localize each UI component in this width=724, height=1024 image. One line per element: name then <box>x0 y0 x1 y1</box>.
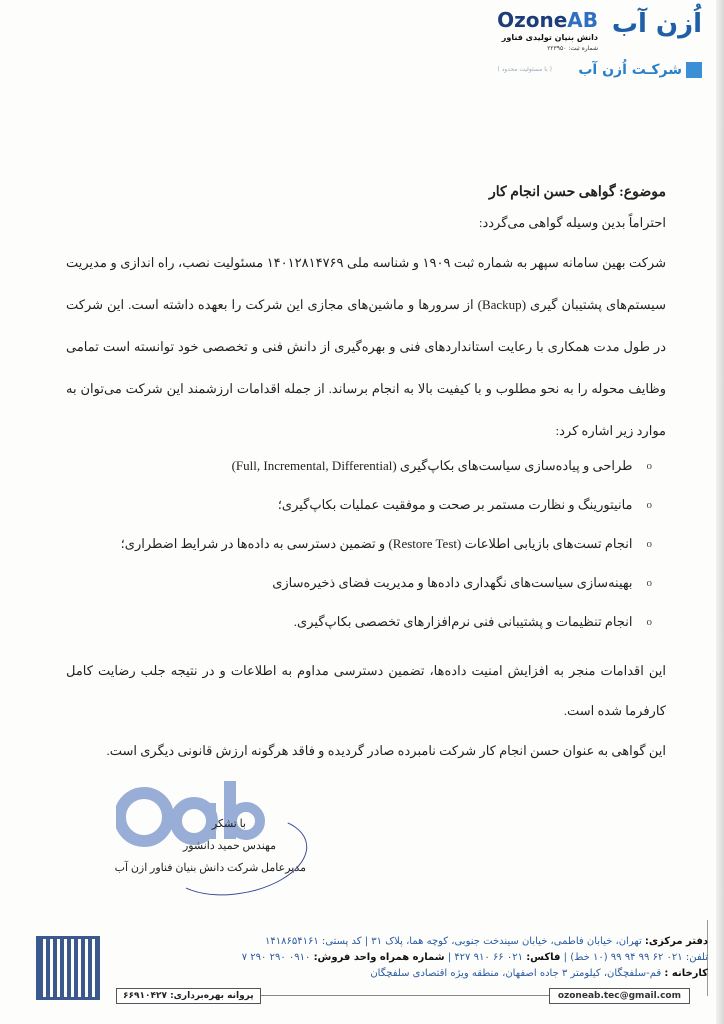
bullet-icon: o <box>646 499 652 511</box>
logo-ozone: Ozone <box>497 8 568 32</box>
list-item-text: انجام تنظیمات و پشتیبانی فنی نرم‌افزارهای تخصصی بکاپ‌گیری. <box>293 614 633 629</box>
logo-persian: اُزن آب <box>611 9 702 39</box>
factory-address: قم-سلفچگان، کیلومتر ۳ جاده اصفهان، منطقه ویژه اقتصادی سلفچگان <box>370 968 662 979</box>
office-label: دفتر مرکزی: <box>644 936 708 947</box>
list-item <box>66 612 652 632</box>
brand-bar <box>686 62 702 78</box>
fax-label: فاکس: <box>526 952 561 963</box>
list-item-text: طراحی و پیاده‌سازی سیاست‌های بکاپ‌گیری (Full, Incremental, Differential) <box>231 458 633 473</box>
email-link[interactable]: ozoneab.tec@gmail.com <box>549 988 690 1004</box>
letter-subject: موضوع: گواهی حسن انجام کار <box>489 185 666 200</box>
list-item <box>66 456 652 476</box>
signature-block <box>66 813 306 879</box>
page-edge <box>716 0 724 1024</box>
factory-label: کارخانه : <box>664 968 708 979</box>
bullet-icon: o <box>646 616 652 628</box>
list-item <box>66 534 652 554</box>
achievements-list <box>66 456 666 632</box>
letterhead <box>442 8 702 82</box>
list-item-text: مانیتورینگ و نظارت مستمر بر صحت و موفقیت عملیات بکاپ‌گیری؛ <box>277 497 633 512</box>
list-item-text: بهینه‌سازی سیاست‌های نگهداری داده‌ها و مدیریت فضای ذخیره‌سازی <box>272 575 633 590</box>
phone-label: تلفن: <box>685 952 708 963</box>
signature-area <box>66 777 666 897</box>
main-paragraph: شرکت بهین سامانه سپهر به شماره ثبت ۱۹۰۹ و شناسه ملی ۱۴۰۱۲۸۱۴۷۶۹ مسئولیت نصب، راه اندازی و مدیریت سیستم‌های پشتیبان گیری (Backup) از سرورها و ماشین‌های مجازی این شرکت را بعهده داشته است. این شرکت در طول مدت همکاری با رعایت استانداردهای فنی و بهره‌گیری از دانش فنی و تخصصی خود توانسته است تمامی وظایف محوله را به نحو مطلوب و با کیفیت بالا به انجام برساند. از جمله اقدامات ارزشمند این شرکت می‌توان به موارد زیر اشاره کرد: <box>66 255 667 438</box>
bullet-icon: o <box>646 538 652 550</box>
list-item <box>66 495 652 515</box>
bullet-icon: o <box>646 577 652 589</box>
greeting: احتراماً بدین وسیله گواهی می‌گردد: <box>478 215 666 230</box>
final-statement: این گواهی به عنوان حسن انجام کار شرکت نامبرده صادر گردیده و فاقد هرگونه ارزش قانونی دیگری است. <box>106 743 666 758</box>
company-name: شرکـت اُزن آب <box>578 62 682 78</box>
footer-address <box>108 934 708 982</box>
office-address: تهران، خیابان فاطمی، خیابان سیندخت جنوبی، کوچه هما، پلاک ۳۱ | کد پستی: ۱۴۱۸۶۵۴۱۶۱ <box>265 936 642 947</box>
footer <box>36 930 708 1010</box>
footer-divider <box>226 995 558 996</box>
letter-body <box>66 184 666 897</box>
signer-title: مدیرعامل شرکت دانش بنیان فناور ازن آب <box>114 862 306 874</box>
regards: با تشکر <box>211 818 246 830</box>
sales-phone: ۰۹۱۰ ۲۹۰ ۲۹۰ ۷ <box>241 952 311 963</box>
closing-paragraph: این اقدامات منجر به افزایش امنیت داده‌ها، تضمین دسترسی مداوم به اطلاعات و در نتیجه جلب رضایت کامل کارفرما شده است. <box>66 663 666 718</box>
phone: ۰۲۱ ۶۲ ۹۹ ۹۴ ۹۹ (۱۰ خط) | <box>563 952 683 963</box>
registration-number: شماره ثبت: ۲۲۳۹۵۰ <box>547 45 598 52</box>
logo-english <box>497 8 598 32</box>
company-slogan: ( با مسئولیت محدود ) <box>497 66 552 73</box>
logo-ab: AB <box>567 8 598 32</box>
signer-name: مهندس حمید دانشور <box>182 840 276 852</box>
sales-label: شماره همراه واحد فروش: <box>313 952 445 963</box>
fax: ۰۲۱ ۶۶ ۹۱۰ ۴۲۷ | <box>447 952 523 963</box>
license-number: پروانه بهره‌برداری: ۶۶۹۱۰۴۲۷ <box>116 988 261 1004</box>
qr-code-icon[interactable] <box>36 936 100 1000</box>
bullet-icon: o <box>646 460 652 472</box>
list-item-text: انجام تست‌های بازیابی اطلاعات (Restore Test) و تضمین دسترسی به داده‌ها در شرایط اضطراری؛ <box>120 536 633 551</box>
logo-subtitle: دانش بنیان تولیدی فناور <box>501 33 598 42</box>
list-item <box>66 573 652 593</box>
